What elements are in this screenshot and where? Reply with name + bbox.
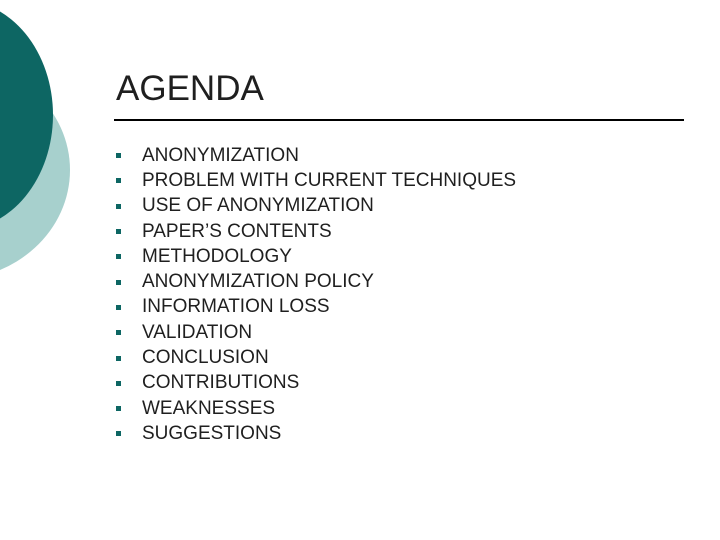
title-underline — [114, 119, 684, 121]
agenda-item-label: ANONYMIZATION — [142, 144, 299, 166]
agenda-item — [114, 143, 516, 168]
agenda-item — [114, 421, 516, 446]
agenda-item-label: CONTRIBUTIONS — [142, 372, 300, 394]
agenda-item-label: INFORMATION LOSS — [142, 296, 330, 318]
agenda-item — [114, 320, 516, 345]
agenda-item — [114, 396, 516, 421]
agenda-item — [114, 244, 516, 269]
square-bullet-icon — [116, 406, 121, 411]
square-bullet-icon — [116, 381, 121, 386]
agenda-item — [114, 295, 516, 320]
slide-title: AGENDA — [116, 69, 264, 108]
agenda-item-label: ANONYMIZATION POLICY — [142, 271, 374, 293]
agenda-item-label: WEAKNESSES — [142, 397, 276, 419]
agenda-item-label: USE OF ANONYMIZATION — [142, 195, 374, 217]
square-bullet-icon — [116, 305, 121, 310]
square-bullet-icon — [116, 254, 121, 259]
agenda-item-label: METHODOLOGY — [142, 245, 292, 267]
agenda-item — [114, 194, 516, 219]
square-bullet-icon — [116, 229, 121, 234]
agenda-item-label: PAPER’S CONTENTS — [142, 220, 332, 242]
agenda-item — [114, 269, 516, 294]
agenda-item-label: SUGGESTIONS — [142, 422, 282, 444]
agenda-item — [114, 345, 516, 370]
square-bullet-icon — [116, 178, 121, 183]
agenda-item — [114, 168, 516, 193]
agenda-item-label: PROBLEM WITH CURRENT TECHNIQUES — [142, 169, 517, 191]
agenda-item — [114, 371, 516, 396]
square-bullet-icon — [116, 280, 121, 285]
square-bullet-icon — [116, 431, 121, 436]
square-bullet-icon — [116, 356, 121, 361]
agenda-item-label: CONCLUSION — [142, 347, 269, 369]
square-bullet-icon — [116, 153, 121, 158]
square-bullet-icon — [116, 330, 121, 335]
square-bullet-icon — [116, 204, 121, 209]
agenda-item — [114, 219, 516, 244]
agenda-item-label: VALIDATION — [142, 321, 253, 343]
agenda-list — [114, 143, 516, 447]
